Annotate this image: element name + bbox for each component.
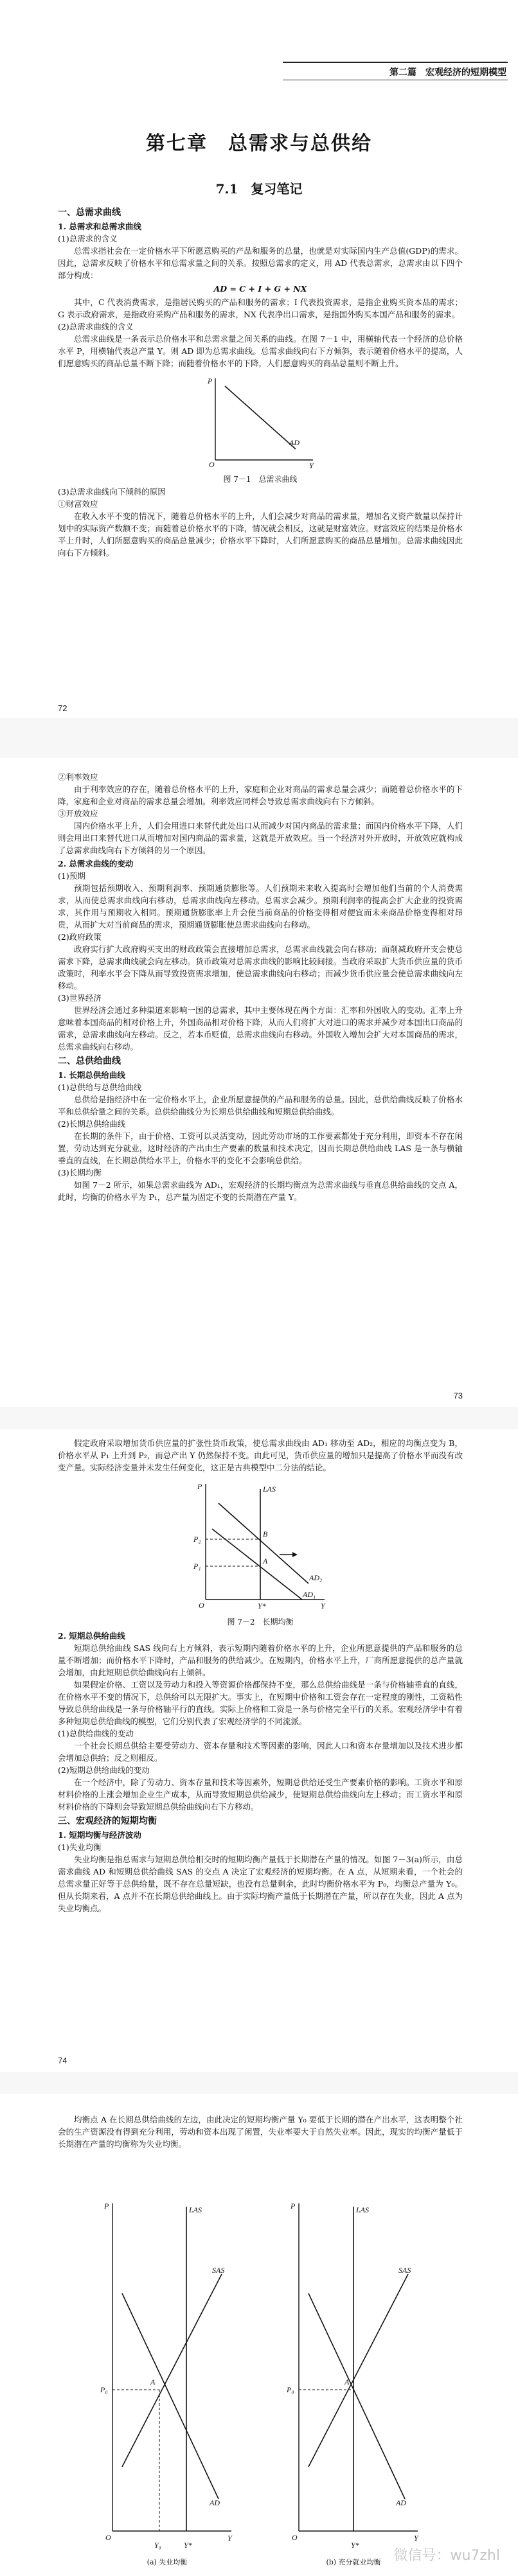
ad-label: AD <box>210 2498 220 2507</box>
figure-caption: 图 7－1 总需求曲线 <box>223 475 298 484</box>
heading-3-3: (3)长期均衡 <box>58 1168 102 1178</box>
origin-label: O <box>209 460 215 469</box>
y-axis-label: Y <box>228 2534 232 2543</box>
figure-caption: (b) 充分就业均衡 <box>326 2558 381 2566</box>
paragraph: 短期总供给曲线 SAS 线向右上方倾斜，表示短期内随着价格水平的上升，企业所愿意提供的产品和服务的总量不断增加；而价格水平下降时，产品和服务的供给减少。在短期内，价格水平上升，厂商所愿意提供的总产量就会增加，由此短期总供给曲线向右上倾斜。 <box>58 1643 463 1677</box>
heading-2-3: (3)世界经济 <box>58 993 102 1003</box>
las-label: LAS <box>189 2205 202 2214</box>
page-number: 73 <box>453 1391 463 1400</box>
y-axis-label: Y <box>414 2534 418 2543</box>
sas-label: SAS <box>398 2266 411 2275</box>
paragraph: 在长期的条件下，由于价格、工资可以灵活变动，因此劳动市场的工作要素都处于充分利用，即资本不存在闲置，劳动达到充分就业，这时经济的产出由生产要素的数量和技术决定，因而长期总供给曲线 LAS 是一条与横轴垂直的直线，在长期总供给水平上，价格水平的变化不会影响总供给。 <box>58 1131 463 1165</box>
section-title: 7.1 复习笔记 <box>215 181 303 197</box>
heading-2-2: (2)政府政策 <box>58 932 102 942</box>
book-page-73 <box>0 758 518 1407</box>
book-page-74 <box>0 1429 518 2072</box>
p0-label: P₀ <box>287 2385 294 2394</box>
page-72-body <box>58 204 463 559</box>
y-axis-label: Y <box>321 1601 325 1610</box>
page-75-body <box>58 2113 463 2150</box>
equation: AD = C + I + G + NX <box>213 284 307 294</box>
ad2-label: AD₂ <box>309 1573 323 1582</box>
paragraph: 其中，C 代表消费需求，是指居民购买的产品和服务的需求；I 代表投资需求，是指企业购买资本品的需求；G 表示政府需求，是指政府采购产品和服务的需求，NX 代表净出口需求，是指国外购买本国产品和服务的需求。 <box>58 297 463 319</box>
point-a-label: A <box>263 1557 268 1566</box>
page-number: 72 <box>58 703 67 713</box>
heading-1-2: (2)总需求曲线的含义 <box>58 322 134 331</box>
figure-7-2-chart <box>190 1478 331 1612</box>
point-a-label: A <box>344 2378 350 2386</box>
paragraph: 总需求指社会在一定价格水平下所愿意购买的产品和服务的总量，也就是对实际国内生产总值(GDP)的需求。因此，总需求反映了价格水平和总需求量之间的关系。按照总需求的定义，用 AD 代表总需求，总需求由以下四个部分构成： <box>58 246 463 280</box>
heading-aggregate-supply: 二、总供给曲线 <box>58 1056 121 1066</box>
p1-label: P₁ <box>193 1562 201 1571</box>
header-rule-top <box>283 62 508 63</box>
shift-arrowhead <box>292 1552 298 1557</box>
sas-curve <box>308 2274 408 2467</box>
heading-5: 1. 短期均衡与经济波动 <box>58 1830 141 1840</box>
p0-label: P₀ <box>100 2385 108 2394</box>
figure-7-3a <box>96 2197 238 2567</box>
figure-caption: 图 7－2 长期均衡 <box>227 1618 294 1627</box>
p-axis-label: P <box>104 2201 109 2210</box>
p2-label: P₂ <box>193 1535 201 1544</box>
figure-7-1-chart <box>202 373 318 470</box>
heading-short-run-equilibrium: 三、宏观经济的短期均衡 <box>58 1816 157 1826</box>
page-73-body <box>58 771 463 1203</box>
wechat-watermark: 微信号：wu7zhl <box>393 2548 500 2564</box>
y-axis-label: Y <box>309 461 314 470</box>
page-gap <box>0 718 518 758</box>
heading-4-2: (2)短期总供给曲线的变动 <box>58 1765 150 1775</box>
paragraph: 假定政府采取增加货币供应量的扩张性货币政策，使总需求曲线由 AD₁ 移动至 AD₂，相应的均衡点变为 B，价格水平从 P₁ 上升到 P₂，而总产出 Y 仍然保持不变。由此可见，货币供应量的增加只是提高了价格水平而没有改变产量。实际经济变量并未发生任何变化，这正是古典模型中二分法的结论。 <box>58 1438 463 1472</box>
heading-1: 1. 总需求和总需求曲线 <box>58 222 141 231</box>
paragraph: 世界经济会通过多种渠道来影响一国的总需求，其中主要体现在两个方面：汇率和外国收入的变动。汇率上升意味着本国商品的相对价格上升，外国商品相对价格下降，从而人们将扩大对进口的需求并减少对本国出口商品的需求，总需求曲线向左移动。反之，若本币贬值，总需求曲线向右移动。外国收入增加会扩大对本国商品的需求，总需求曲线向右移动。 <box>58 1005 463 1052</box>
paragraph: 在一个经济中，除了劳动力、资本存量和技术等因素外，短期总供给还受生产要素价格的影响。工资水平和原材料价格的上涨会增加企业生产成本，从而导致短期总供给减少，使短期总供给曲线向左上移动；而工资水平和原材料价格的下降则会导致短期总供给曲线向右下方移动。 <box>58 1778 463 1812</box>
paragraph: 国内价格水平上升，人们会用进口来替代此处出口从而减少对国内商品的需求量；而国内价格水平下降，人们则会用出口来替代进口从而增加对国内商品的需求量，这就是开放效应。当一个经济对外开放时，开放效应就构成了总需求曲线向右下方倾斜的另一个原因。 <box>58 821 463 855</box>
figure-7-3b <box>283 2197 424 2567</box>
paragraph: 如果假定价格、工资以及劳动力和投入等资源价格都保持不变，那么总供给曲线是一条与价格轴垂直的直线，在价格水平不变的情况下，总供给可以无限扩大。事实上，在短期中价格和工资会存在一定程度的刚性，工资粘性导致总供给曲线是一条与价格轴平行的直线。实际上价格和工资是一条与价格完全平行的关系。宏观经济学中有着多种短期总供给曲线的模型，它们分别代表了宏观经济学的不同流派。 <box>58 1680 463 1726</box>
ad2-curve <box>219 1503 308 1584</box>
heading-3-1: (1)总供给与总供给曲线 <box>58 1082 142 1092</box>
sas-label: SAS <box>212 2266 225 2275</box>
paragraph: 均衡点 A 在长期总供给曲线的左边，由此决定的短期均衡产量 Y₀ 要低于长期的潜在产出水平，这表明整个社会的生产资源没有得到充分利用，劳动和资本出现了闲置，失业率要大于自然失业率。因此，现实的均衡产量低于长期潜在产量的均衡称为失业均衡。 <box>58 2115 463 2149</box>
ystar-label: Y* <box>351 2541 359 2550</box>
origin-label: O <box>199 1601 204 1610</box>
heading-5-1: (1)失业均衡 <box>58 1842 102 1852</box>
paragraph: 如图 7－2 所示，如果总需求曲线为 AD₁，宏观经济的长期均衡点为总需求曲线与垂直总供给曲线的交点 A，此时，均衡的价格水平为 P₁，总产量为固定不变的长期潜在产量 Y。 <box>58 1180 463 1202</box>
p-axis-label: P <box>290 2201 296 2210</box>
p-axis-label: P <box>208 376 213 385</box>
heading-open-economy-effect: ③开放效应 <box>58 809 98 818</box>
heading-1-1: (1)总需求的含义 <box>58 234 118 243</box>
ad-label: AD <box>289 438 299 447</box>
ad1-label: AD₁ <box>303 1590 316 1599</box>
ystar-label: Y* <box>184 2541 192 2550</box>
paragraph: 预期包括预期收入、预期利润率、预期通货膨胀等。人们预期未来收入提高时会增加他们当前的个人消费需求，从而使总需求曲线向右移动，总需求曲线向左移动。总需求会减少。预期利润率的提高会扩大企业的投资需求，其作用与预期收入相同。预期通货膨胀率上升会使当前商品的价格变得相对便宜而未来商品价格变得相对昂贵，从而扩大对当前商品的需求，预期通货膨胀使总需求曲线向右移动。 <box>58 883 463 930</box>
paragraph: 总供给是指经济中在一定价格水平上，企业所愿意提供的产品和服务的总量。因此，总供给曲线反映了价格水平和总供给量之间的关系。总供给曲线分为长期总供给曲线和短期总供给曲线。 <box>58 1095 463 1116</box>
ad-curve <box>308 2293 405 2499</box>
paragraph: 一个社会长期总供给主要受劳动力、资本存量和技术等因素的影响，因此人口和资本存量增加以及技术进步都会增加总供给；反之则相反。 <box>58 1741 463 1763</box>
heading-3-2: (2)长期总供给曲线 <box>58 1119 126 1129</box>
paragraph: 政府实行扩大政府购买支出的财政政策会直接增加总需求，总需求曲线就会向右移动；而削减政府开支会使总需求下降，总需求曲线就会向左移动。货币政策对总需求曲线的影响比较间接。当政府采取扩大货币供应量的货币政策时，利率水平会下降从而导致投资需求增加，使总需求曲线向右移动；而减少货币供应量会使总需求曲线向左移动。 <box>58 944 463 991</box>
book-page-72 <box>0 0 518 718</box>
ystar-label: Y* <box>258 1601 266 1610</box>
paragraph: 在收入水平不变的情况下，随着总价格水平的上升，人们会减少对商品的需求量，增加名义资产数量以保持计划中的实际资产数额不变；而随着总价格水平的下降，情况就会相反，这就是财富效应。财富效应的结果是价格水平上升时，人们所愿意购买的商品总量减少；价格水平下降时，人们所愿意购买的商品总量增加。总需求曲线因此向右下方倾斜。 <box>58 511 463 558</box>
heading-wealth-effect: ①财富效应 <box>58 499 98 509</box>
paragraph: 失业均衡是指总需求与短期总供给相交时的短期均衡产量低于长期潜在产量的情况。如图 7－3(a)所示，由总需求曲线 AD 和短期总供给曲线 SAS 的交点 A 决定了宏观经济的短期均衡。在 A 点，从短期来看，一个社会的总需求量正好等于总供给量，既不存在总量短缺，也没有总量剩余，此时均衡价格水平为 P₀，均衡总产量为 Y₀。但从长期来看，A 点并不在长期总供给曲线上。由于实际均衡产量低于长期潜在产量，所以存在失业，因此 A 点为失业均衡点。 <box>58 1855 463 1913</box>
ad-curve <box>122 2293 219 2499</box>
heading-aggregate-demand: 一、总需求曲线 <box>58 207 121 218</box>
page-number: 74 <box>58 2056 67 2065</box>
y0-label: Y₀ <box>154 2541 161 2550</box>
las-label: LAS <box>356 2205 370 2214</box>
las-label: LAS <box>263 1485 276 1494</box>
page-74-body <box>58 1437 463 1914</box>
heading-4: 2. 短期总供给曲线 <box>58 1631 125 1641</box>
p-axis-label: P <box>197 1482 202 1491</box>
origin-label: O <box>292 2533 298 2542</box>
page-gap <box>0 2072 518 2094</box>
paragraph: 总需求曲线是一条表示总价格水平和总需求量之间关系的曲线。在图 7－1 中，用横轴代表一个经济的总价格水平 P，用横轴代表总产量 Y。则 AD 即为总需求曲线。总需求曲线向右下方倾斜，表示随着价格水平的提高，人们愿意购买的商品总量不断下降；而随着价格水平的下降，人们愿意购买的商品总量则不断上升。 <box>58 334 463 368</box>
origin-label: O <box>105 2533 111 2542</box>
heading-2-1: (1)预期 <box>58 871 85 881</box>
heading-4-1: (1)总供给曲线的变动 <box>58 1729 134 1738</box>
heading-2: 2. 总需求曲线的变动 <box>58 859 134 869</box>
chapter-title: 第七章 总需求与总供给 <box>146 132 372 155</box>
part-header: 第二篇 宏观经济的短期模型 <box>389 67 506 78</box>
figure-caption: (a) 失业均衡 <box>147 2558 188 2566</box>
book-page-75 <box>0 2094 518 2576</box>
point-a-label: A <box>150 2378 156 2386</box>
page-gap <box>0 1407 518 1429</box>
heading-1-3: (3)总需求曲线向下倾斜的原因 <box>58 487 166 497</box>
ad-label: AD <box>396 2498 406 2507</box>
paragraph: 由于利率效应的存在，随着总价格水平的上升，家庭和企业对商品的需求总量会减少；而随着总价格水平的下降，家庭和企业对商品的需求总量会增加。利率效应同样会导致总需求曲线向右下方倾斜。 <box>58 784 463 806</box>
figure-7-3a-chart <box>96 2197 238 2557</box>
sas-curve <box>122 2274 222 2467</box>
figure-7-3b-chart <box>283 2197 424 2557</box>
point-b-label: B <box>263 1530 268 1539</box>
heading-interest-rate-effect: ②利率效应 <box>58 772 98 782</box>
heading-3: 1. 长期总供给曲线 <box>58 1070 125 1080</box>
ad-curve <box>225 386 296 449</box>
